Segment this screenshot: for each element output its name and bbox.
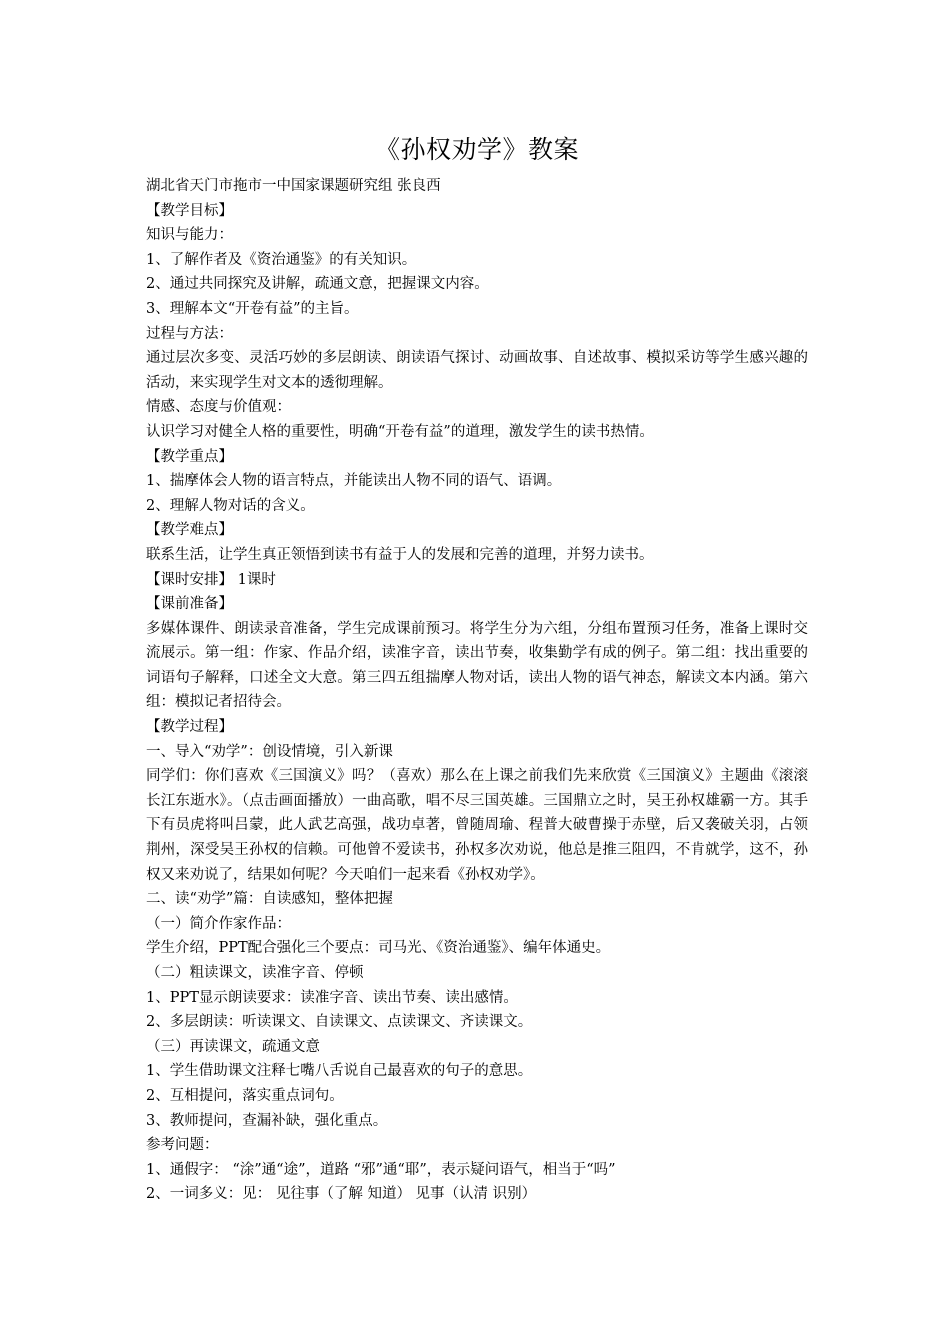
text-line: 【教学目标】 [146,202,233,219]
text-line: 认识学习对健全人格的重要性，明确“开卷有益”的道理，激发学生的读书热情。 [146,423,654,440]
text-line: 湖北省天门市拖市一中国家课题研究组 张良西 [146,178,441,194]
text-line: 2、互相提问，落实重点词句。 [146,1087,344,1104]
paragraph: 通过层次多变、灵活巧妙的多层朗读、朗读语气探讨、动画故事、自述故事、模拟采访等学生感兴趣的活动，来实现学生对文本的透彻理解。 [146,350,808,391]
text-line: 参考问题： [146,1137,219,1154]
text-line: 3、理解本文“开卷有益”的主旨。 [146,300,359,317]
text-line: 【课时安排】 1课时 [146,571,276,588]
document-title: 《孙权劝学》教案 [374,135,579,164]
text-line: 2、一词多义：见： 见往事（了解 知道） 见事（认清 识别） [146,1186,537,1203]
paragraph: 同学们：你们喜欢《三国演义》吗？（喜欢）那么在上课之前我们先来欣赏《三国演义》主题曲《滚滚长江东逝水》。（点击画面播放）一曲高歌，唱不尽三国英雄。三国鼎立之时，吴王孙权雄霸一方。其手下有员虎将叫吕蒙，此人武艺高强，战功卓著，曾随周瑜、程普大破曹操于赤壁，后又袭破关羽，占领荆州，深受吴王孙权的信赖。可他曾不爱读书，孙权多次劝说，他总是推三阻四，不肯就学，这不，孙权又来劝说了，结果如何呢？今天咱们一起来看《孙权劝学》。 [146,768,808,883]
text-line: 过程与方法： [146,325,233,342]
text-line: 1、学生借助课文注释七嘴八舌说自己最喜欢的句子的意思。 [146,1063,533,1080]
text-line: 1、了解作者及《资治通鉴》的有关知识。 [146,251,417,268]
text-line: （二）粗读课文，读准字音、停顿 [146,965,364,981]
text-line: （一）简介作家作品： [146,915,291,932]
text-line: 二、读“劝学”篇：自读感知，整体把握 [146,891,393,908]
text-line: 一、导入“劝学”：创设情境，引入新课 [146,743,393,760]
paragraph: 多媒体课件、朗读录音准备，学生完成课前预习。将学生分为六组，分组布置预习任务，准备上课时交流展示。第一组：作家、作品介绍，读准字音，读出节奏，收集勤学有成的例子。第二组：找出重要的词语句子解释，口述全文大意。第三四五组揣摩人物对话，读出人物的语气神态，解读文本内涵。第六组：模拟记者招待会。 [146,620,808,711]
text-line: 学生介绍，PPT配合强化三个要点：司马光、《资治通鉴》、编年体通史。 [146,940,611,957]
text-line: 1、通假字： “涂”通“途”，道路 “邪”通“耶”，表示疑问语气，相当于“吗” [146,1161,616,1178]
text-line: 2、通过共同探究及讲解，疏通文意，把握课文内容。 [146,276,489,293]
text-line: 1、PPT显示朗读要求：读准字音、读出节奏、读出感情。 [146,989,518,1006]
text-line: 2、理解人物对话的含义。 [146,497,315,514]
text-line: 【教学难点】 [146,522,233,539]
text-line: 【教学过程】 [146,719,233,736]
text-line: 1、揣摩体会人物的语言特点，并能读出人物不同的语气、语调。 [146,473,562,490]
text-line: 联系生活，让学生真正领悟到读书有益于人的发展和完善的道理，并努力读书。 [146,546,654,563]
document-body [146,174,808,1207]
text-line: （三）再读课文，疏通文意 [146,1038,320,1055]
text-line: 3、教师提问，查漏补缺，强化重点。 [146,1112,388,1129]
text-line: 【教学重点】 [146,448,233,465]
text-line: 2、多层朗读：听读课文、自读课文、点读课文、齐读课文。 [146,1014,533,1031]
text-line: 情感、态度与价值观： [146,399,291,416]
text-line: 知识与能力： [146,227,233,244]
text-line: 【课前准备】 [146,596,233,613]
